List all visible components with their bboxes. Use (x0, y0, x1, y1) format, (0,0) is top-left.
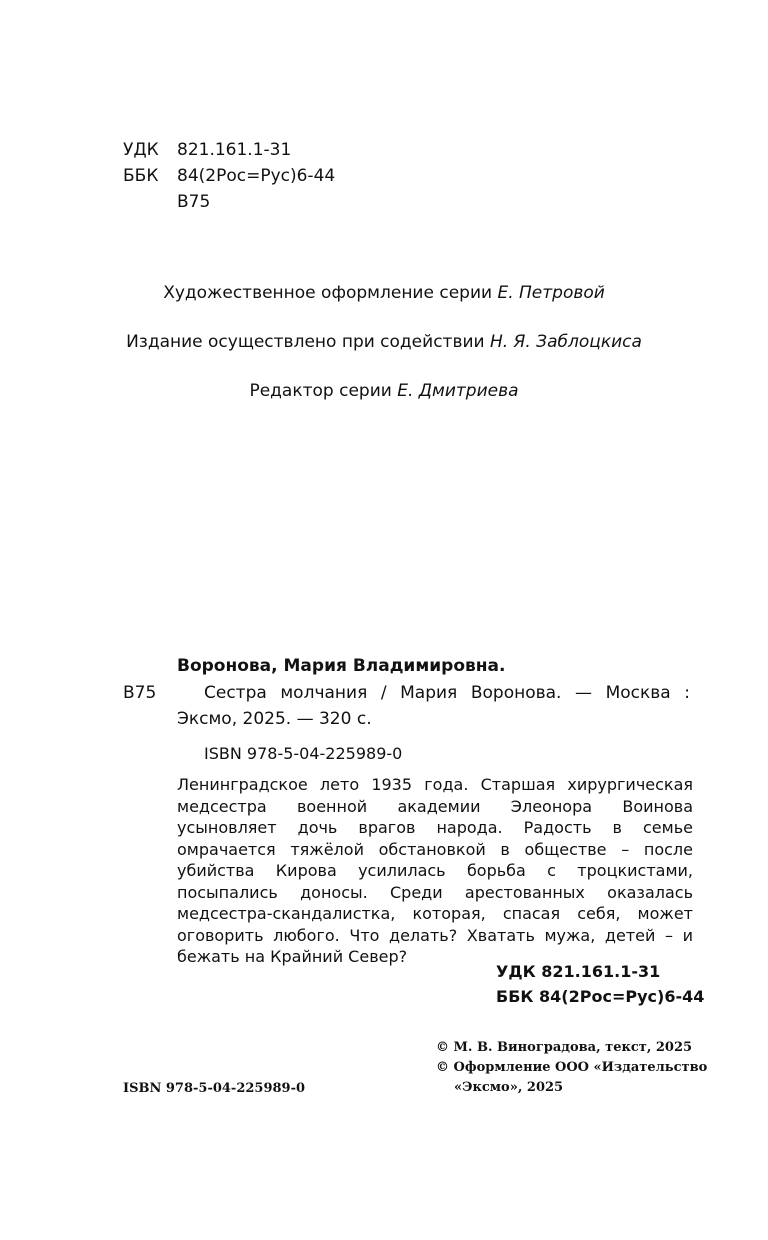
abstract-paragraph: Ленинградское лето 1935 года. Старшая хирургическая медсестра военной академии Элеонора Воинова усыновляет дочь врагов народа. Радость в семье омрачается тяжёлой обстановкой в обществе – после убийства Кирова усилилась борьба с троцкистами, посыпались доносы. Среди арестованных оказалась медсестра-скандалистка, которая, спасая себя, может оговорить любого. Что делать? Хватать мужа, детей – и бежать на Крайний Север? (177, 775, 693, 966)
design-credit-name: Е. Петровой (497, 283, 605, 303)
support-credit (0, 332, 768, 352)
footer-isbn: ISBN 978-5-04-225989-0 (123, 1081, 306, 1096)
udk-label: УДК (123, 140, 159, 160)
bbk-value: 84(2Рос=Рус)6-44 (177, 166, 336, 186)
bottom-bbk: ББК 84(2Рос=Рус)6-44 (496, 987, 705, 1006)
editor-credit-name: Е. Дмитриева (397, 381, 519, 401)
udk-value: 821.161.1-31 (177, 140, 292, 160)
author-code: В75 (177, 192, 211, 212)
editor-credit (0, 381, 768, 401)
support-credit-name: Н. Я. Заблоцкиса (489, 332, 642, 352)
copyright-design-line-2: «Эксмо», 2025 (454, 1080, 564, 1095)
bbk-label: ББК (123, 166, 159, 186)
copyright-text: © М. В. Виноградова, текст, 2025 (436, 1040, 693, 1055)
support-credit-prefix: Издание осуществлено при содействии (126, 332, 485, 352)
title-line-2: Эксмо, 2025. — 320 с. (177, 709, 372, 729)
title-line-1: Сестра молчания / Мария Воронова. — Москва : (204, 683, 690, 703)
editor-credit-prefix: Редактор серии (249, 381, 392, 401)
bottom-udk: УДК 821.161.1-31 (496, 962, 661, 981)
record-isbn: ISBN 978-5-04-225989-0 (204, 744, 403, 763)
author-heading: Воронова, Мария Владимировна. (177, 656, 506, 676)
design-credit-prefix: Художественное оформление серии (163, 283, 493, 303)
copyright-design-line-1: © Оформление ООО «Издательство (436, 1060, 708, 1075)
design-credit (0, 283, 768, 303)
record-author-code: В75 (123, 683, 157, 703)
